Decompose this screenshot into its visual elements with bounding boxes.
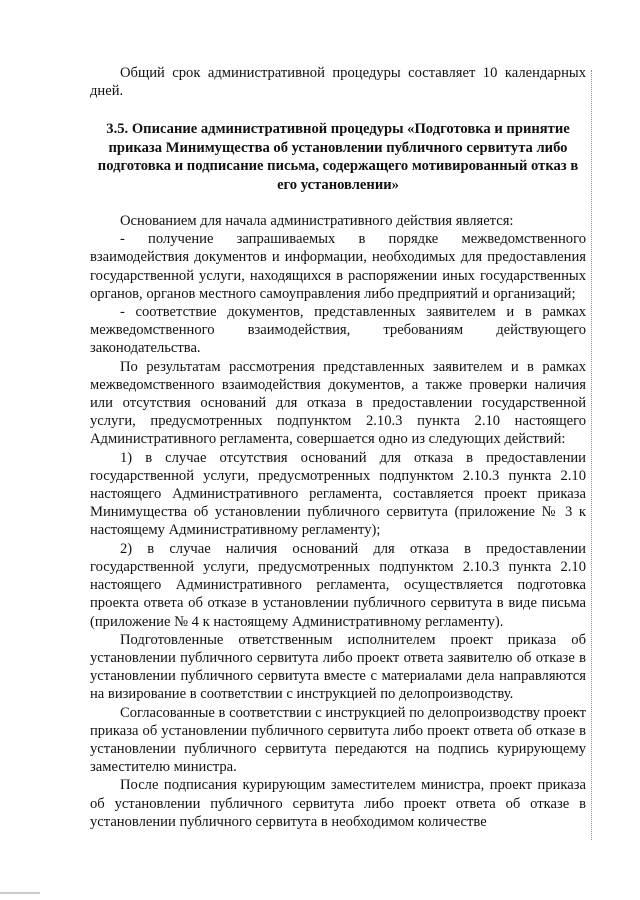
section-heading: 3.5. Описание административной процедуры «Подготовка и принятие приказа Минимущества об установлении публичного сервитута либо подготовка и подписание письма, содержащего мотивированный отказ в его установлении»: [97, 121, 579, 193]
paragraph-basis-item-2: - соответствие документов, представленных заявителем и в рамках межведомственного взаимодействия, требованиям действующего законодательства.: [90, 304, 586, 357]
paragraph-case-2: 2) в случае наличия оснований для отказа в предоставлении государственной услуги, предусмотренных подпунктом 2.10.3 пункта 2.10 настоящего Административного регламента, осуществляется подготовка проекта ответа об отказе в установлении публичного сервитута в виде письма (приложение № 4 к настоящему Административному регламенту).: [90, 540, 586, 630]
paragraph-prepared: Подготовленные ответственным исполнителем проект приказа об установлении публичного сервитута либо проект ответа заявителю об отказе в установлении публичного сервитута вместе с материалами дела направляются на визирование в соответствии с инструкцией по делопроизводству.: [90, 631, 586, 703]
document-page: [90, 64, 586, 831]
intro-paragraph: Общий срок административной процедуры составляет 10 календарных дней.: [90, 65, 586, 100]
paragraph-basis: Основанием для начала административного действия является:: [120, 213, 514, 230]
paragraph-case-1: 1) в случае отсутствия оснований для отказа в предоставлении государственной услуги, предусмотренных подпунктом 2.10.3 пункта 2.10 настоящего Административного регламента, составляется проект приказа Минимущества об установлении публичного сервитута (приложение № 3 к настоящему Административному регламенту);: [90, 449, 586, 539]
scan-bottom-artifact: [0, 892, 40, 894]
paragraph-basis-item-1: - получение запрашиваемых в порядке межведомственного взаимодействия документов и информации, необходимых для предоставления государственной услуги, находящихся в распоряжении иных государственных органов, органов местного самоуправления либо предприятий и организаций;: [90, 231, 586, 302]
paragraph-agreed: Согласованные в соответствии с инструкцией по делопроизводству проект приказа об установлении публичного сервитута либо проект ответа об отказе в установлении публичного сервитута передаются на подпись курирующему заместителю министра.: [90, 704, 586, 776]
paragraph-after-signing: После подписания курирующим заместителем министра, проект приказа об установлении публичного сервитута либо проект ответа об отказе в установлении публичного сервитута в необходимом количестве: [90, 777, 586, 830]
paragraph-results: По результатам рассмотрения представленных заявителем и в рамках межведомственного взаимодействия документов, а также проверки наличия или отсутствия оснований для отказа в предоставлении государственной услуги, предусмотренных подпунктом 2.10.3 пункта 2.10 настоящего Административного регламента, совершается одно из следующих действий:: [90, 358, 586, 448]
scan-edge-artifact: [585, 70, 592, 840]
